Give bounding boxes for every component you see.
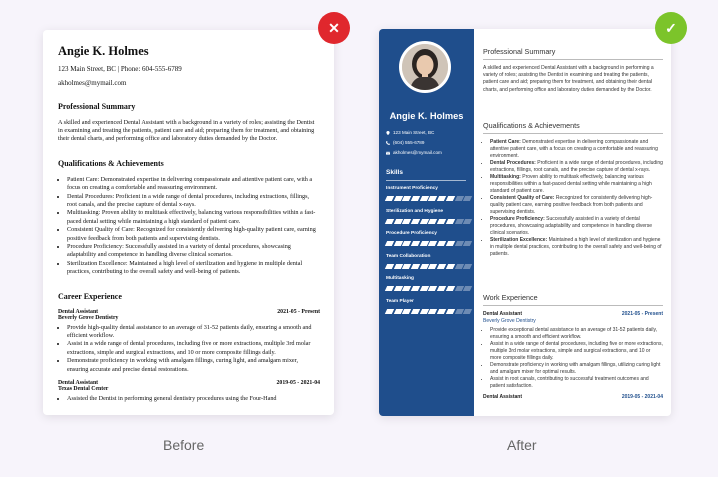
skill-level-segment <box>446 219 456 224</box>
resume-sidebar <box>379 29 474 416</box>
list-item <box>490 237 663 258</box>
before-label: Before <box>163 437 205 453</box>
qual-key: Multitasking: <box>490 174 521 180</box>
list-item: • Provide exceptional dental assistance to an average of 31-52 patients daily, ensuring a smooth and efficient workflow. <box>490 327 663 341</box>
divider <box>386 180 466 181</box>
before-summary-title: Professional Summary <box>58 102 136 111</box>
list-item <box>490 195 663 216</box>
after-name: Angie K. Holmes <box>389 111 464 121</box>
before-career-title: Career Experience <box>58 291 122 301</box>
list-item: • Sterilization Excellence: Maintained a high level of sterilization and hygiene in multiple dental practices, contributing to the overall safety and well-being of patients. <box>67 260 320 276</box>
skill-level-segment <box>463 264 473 269</box>
address-text: 123 Main Street, BC <box>393 130 435 135</box>
location-pin-icon <box>386 131 390 135</box>
before-summary: A skilled and experienced Dental Assistant with a background in a variety of roles; assisting the Dentist in examining and treating the patients, patient care and aid; preparing them for treatment, and obtaining their dental charts, and performing office and laboratory duties demanded by the Doctor. <box>58 119 315 143</box>
section-title: Work Experience <box>483 293 538 302</box>
job-title: Dental Assistant <box>58 308 99 315</box>
list-item: • Demonstrate proficiency in working with amalgam fillings, curing light, and amalgam mixer, ensuring accurate and precise dental restorations. <box>67 357 320 373</box>
after-resume-card <box>379 29 671 416</box>
skill-level-segment <box>463 196 473 201</box>
close-icon: ✕ <box>318 12 350 44</box>
job-date: 2021-05 - Present <box>621 311 663 317</box>
avatar <box>399 41 451 93</box>
skill-level-segment <box>385 309 395 314</box>
profile-photo <box>402 44 448 90</box>
list-item: • Procedure Proficiency: Successfully assisted in a variety of dental procedures, showcasing adaptability and competence in handling diverse clinical scenarios. <box>67 243 320 259</box>
after-label: After <box>507 437 537 453</box>
list-item: • Assist in a wide range of dental procedures, including five or more extractions, multiple 3rd molar extractions, simple and surgical extractions, and 10 or more composite fillings daily. <box>490 341 663 362</box>
job-title: Dental Assistant <box>483 311 522 317</box>
before-job1-bullets <box>58 324 320 374</box>
skill-name: Team Collaboration <box>386 253 431 259</box>
person-icon <box>402 44 448 90</box>
divider <box>483 59 663 60</box>
qual-value: Proficient in a wide range of dental procedures, including extractions, fillings, root canals, and the precise capture of dental x-rays. <box>490 160 663 173</box>
skill-name: Procedure Proficiency <box>386 231 437 236</box>
qual-value: Proven ability to multitask effectively, balancing various responsibilities within a fast-paced dental setting while maintaining a high standard of patient care. <box>490 174 652 194</box>
job-date: 2019-05 - 2021-04 <box>276 379 320 386</box>
check-icon: ✓ <box>655 12 687 44</box>
list-item <box>490 139 663 160</box>
list-item: • Assisted the Dentist in performing general dentistry procedures using the Four-Hand <box>67 395 320 403</box>
job-date: 2021-05 - Present <box>277 308 320 315</box>
before-qual-list <box>58 176 320 277</box>
skill-level-bar <box>386 241 471 246</box>
qual-section <box>483 121 663 258</box>
job-title: Dental Assistant <box>58 379 99 386</box>
skill-level-bar <box>386 286 471 291</box>
job-company: Beverly Grove Dentistry <box>483 318 536 324</box>
list-item: • Patient Care: Demonstrated expertise in delivering compassionate and attentive patient care, with a focus on creating a comfortable and reassuring environment. <box>67 176 320 192</box>
qual-key: Sterilization Excellence: <box>490 237 548 243</box>
skill-level-segment <box>463 219 473 224</box>
summary-text: A skilled and experienced Dental Assistant with a background in performing a variety of roles; assisting the Dentist in examining and treating the patients, patient care and aid; preparing them for treatment, and obtaining their dental charts, and performing office and laboratory duties demanded by the Doctor. <box>483 65 654 93</box>
qual-list <box>483 139 663 258</box>
skill-name: Sterilization and Hygiene <box>386 208 444 214</box>
skill-level-segment <box>463 309 473 314</box>
skill-name: Multitasking <box>386 276 414 281</box>
job-company: Beverly Grove Dentistry <box>58 314 119 321</box>
list-item: • Demonstrate proficiency in working with amalgam fillings, utilizing curing light and amalgam mixer for optimal results. <box>490 362 663 376</box>
before-resume-content <box>58 44 320 403</box>
skill-name: Instrument Proficiency <box>386 186 438 191</box>
qual-value: Recognized for consistently delivering high-quality patient care, earning positive feedback from both patients and supervising dentists. <box>490 195 653 215</box>
skill-level-segment <box>463 286 473 291</box>
before-resume-card <box>43 30 334 415</box>
divider <box>483 305 663 306</box>
contact-address <box>386 130 434 135</box>
skill-level-segment <box>463 241 473 246</box>
qual-value: Maintained a high level of sterilization and hygiene in multiple dental practices, contributing to the overall safety and well-being of patients. <box>490 237 662 257</box>
list-item <box>490 216 663 237</box>
list-item <box>490 160 663 174</box>
phone-icon <box>386 141 390 145</box>
list-item: • Dental Procedures: Proficient in a wide range of dental procedures, including extractions, fillings, root canals, and the precise capture of dental x-rays. <box>67 193 320 209</box>
qual-value: Demonstrated expertise in delivering compassionate and attentive patient care, with a focus on creating a comfortable and reassuring environment. <box>490 139 658 159</box>
qual-key: Patient Care: <box>490 139 521 145</box>
skills-title: Skills <box>386 169 403 176</box>
job-title: Dental Assistant <box>483 394 522 400</box>
skill-level-bar <box>386 219 471 224</box>
section-title: Professional Summary <box>483 47 556 56</box>
skill-level-segment <box>446 309 456 314</box>
before-job2-bullets <box>58 395 320 403</box>
qual-value: Successfully assisted in a variety of dental procedures, showcasing adaptability and competence in handling diverse clinical scenarios. <box>490 216 653 236</box>
job-date: 2019-05 - 2021-04 <box>621 394 663 400</box>
contact-phone <box>386 140 424 145</box>
list-item <box>490 174 663 195</box>
summary-section <box>483 47 663 94</box>
work-section <box>483 293 663 400</box>
qual-key: Consistent Quality of Care: <box>490 195 555 201</box>
skill-level-bar <box>386 196 471 201</box>
job1-header <box>483 311 663 317</box>
before-address: 123 Main Street, BC | Phone: 604-555-6789 <box>58 65 182 73</box>
skill-level-bar <box>386 264 471 269</box>
job1-bullets <box>483 327 663 390</box>
list-item: • Assist in root canals, contributing to successful treatment outcomes and patient satisfaction. <box>490 376 663 390</box>
before-email: akholmes@mymail.com <box>58 79 127 87</box>
list-item: • Assist in a wide range of dental procedures, including five or more extractions, multiple 3rd molar extractions, simple and surgical extractions, and 10 or more composite fillings daily. <box>67 340 320 356</box>
contact-email <box>386 150 442 155</box>
skill-name: Team Player <box>386 298 414 304</box>
before-qual-title: Qualifications & Achievements <box>58 158 164 168</box>
skill-level-segment <box>446 264 456 269</box>
qual-key: Dental Procedures: <box>490 160 536 166</box>
list-item: • Consistent Quality of Care: Recognized for consistently delivering high-quality patient care, earning positive feedback from both patients and supervising dentists. <box>67 226 320 242</box>
list-item: • Provide high-quality dental assistance to an average of 31-52 patients daily, ensuring a smooth and efficient workflow. <box>67 324 320 340</box>
divider <box>483 133 663 134</box>
section-title: Qualifications & Achievements <box>483 121 580 130</box>
job-company: Texas Dental Center <box>58 385 109 392</box>
email-text: akholmes@mymail.com <box>393 150 442 155</box>
skill-level-bar <box>386 309 471 314</box>
list-item: • Multitasking: Proven ability to multitask effectively, balancing various responsibilities within a fast-paced dental setting while maintaining a high standard of patient care. <box>67 209 320 225</box>
qual-key: Procedure Proficiency: <box>490 216 545 222</box>
mail-icon <box>386 151 390 155</box>
before-name: Angie K. Holmes <box>58 44 149 58</box>
skill-level-segment <box>385 219 395 224</box>
phone-text: (604) 555-6789 <box>393 140 425 145</box>
job2-header <box>483 394 663 400</box>
skill-level-segment <box>385 264 395 269</box>
